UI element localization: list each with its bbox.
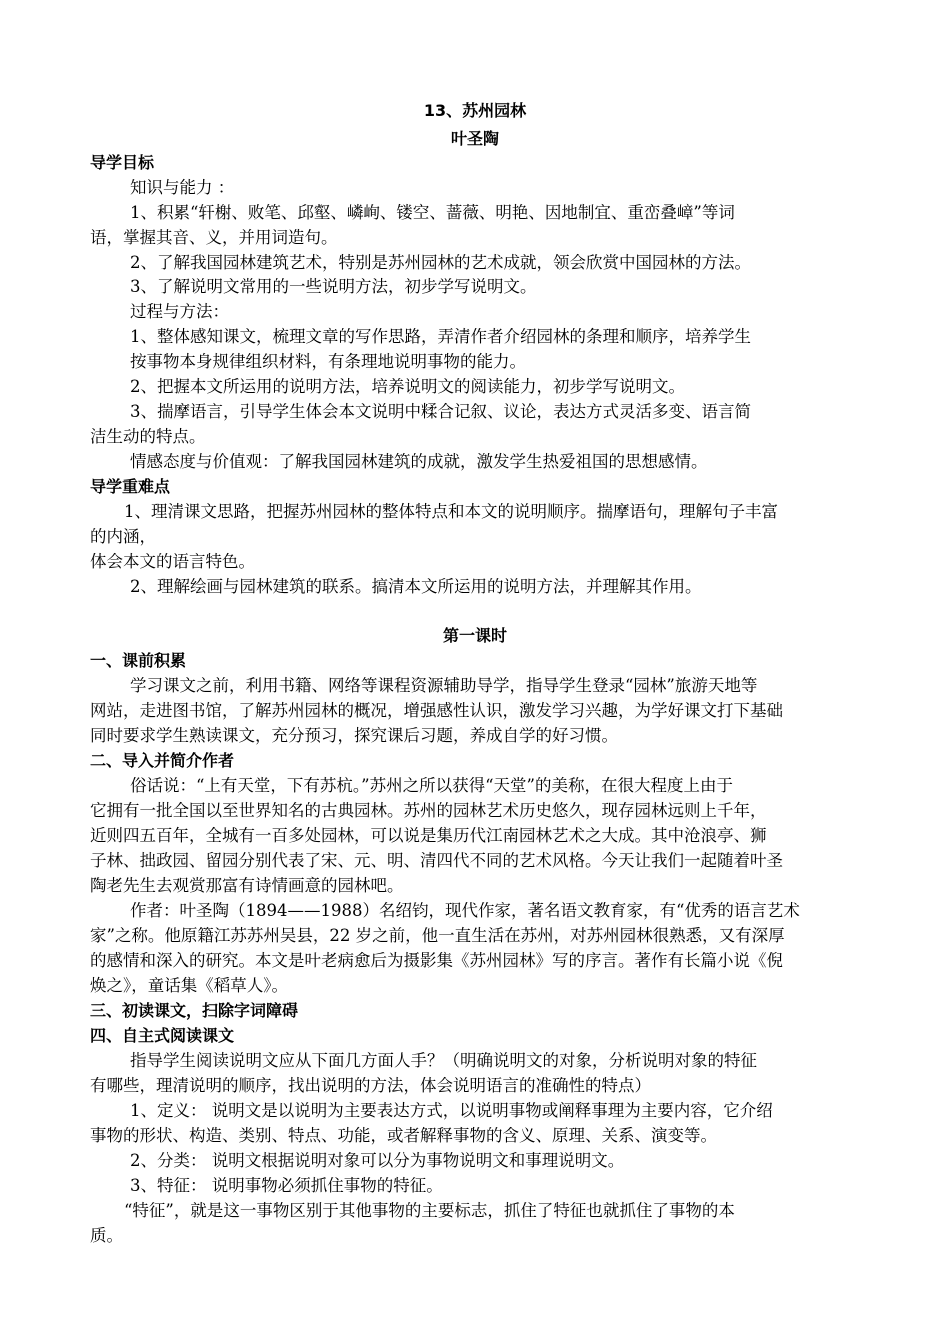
text-line: 子林、拙政园、留园分别代表了宋、元、明、清四代不同的艺术风格。今天让我们一起随着叶圣	[90, 851, 783, 870]
text-line: 的感情和深入的研究。本文是叶老病愈后为摄影集《苏州园林》写的序言。著作有长篇小说《倪	[90, 951, 783, 970]
text-line: 事物的形状、构造、类别、特点、功能，或者解释事物的含义、原理、关系、演变等。	[90, 1126, 717, 1145]
section-heading-2: 二、导入并简介作者	[90, 751, 235, 770]
text-line: 3、揣摩语言，引导学生体会本文说明中糅合记叙、议论，表达方式灵活多变、语言简	[130, 402, 751, 421]
text-line: 指导学生阅读说明文应从下面几方面人手？（明确说明文的对象，分析说明对象的特征	[130, 1051, 757, 1070]
text-line: 语，掌握其音、义，并用词造句。	[90, 228, 338, 247]
text-line: 网站，走进图书馆，了解苏州园林的概况，增强感性认识，激发学习兴趣，为学好课文打下基础	[90, 701, 783, 720]
text-line: 知识与能力 ：	[130, 178, 235, 197]
text-line: 作者：叶圣陶（1894——1988）名绍钧，现代作家，著名语文教育家，有“优秀的语言艺术	[130, 901, 800, 920]
text-line: 1、整体感知课文，梳理文章的写作思路，弄清作者介绍园林的条理和顺序，培养学生	[130, 327, 751, 346]
text-line: 体会本文的语言特色。	[90, 552, 255, 571]
text-line: 陶老先生去观赏那富有诗情画意的园林吧。	[90, 876, 404, 895]
text-line: 家”之称。他原籍江苏苏州吴县，22 岁之前，他一直生活在苏州，对苏州园林很熟悉，又有深厚	[90, 926, 785, 945]
section-heading-key-points: 导学重难点	[90, 477, 171, 496]
text-line: 近则四五百年，全城有一百多处园林，可以说是集历代江南园林艺术之大成。其中沧浪亭、狮	[90, 826, 767, 845]
text-line: 情感态度与价值观：了解我国园林建筑的成就，激发学生热爱祖国的思想感情。	[130, 452, 708, 471]
text-line: 俗话说：“上有天堂，下有苏杭。”苏州之所以获得“天堂”的美称，在很大程度上由于	[130, 776, 733, 795]
text-line: 同时要求学生熟读课文，充分预习，探究课后习题，养成自学的好习惯。	[90, 726, 618, 745]
text-line: 2、了解我国园林建筑艺术，特别是苏州园林的艺术成就，领会欣赏中国园林的方法。	[130, 253, 751, 272]
text-line: 1、理清课文思路，把握苏州园林的整体特点和本文的说明顺序。揣摩语句，理解句子丰富	[124, 502, 778, 521]
text-line: 过程与方法：	[130, 302, 229, 321]
text-line: 2、理解绘画与园林建筑的联系。搞清本文所运用的说明方法，并理解其作用。	[130, 577, 702, 596]
section-heading-4: 四、自主式阅读课文	[90, 1026, 235, 1045]
section-heading-1: 一、课前积累	[90, 651, 187, 670]
text-line: 按事物本身规律组织材料，有条理地说明事物的能力。	[130, 352, 526, 371]
text-line: “特征”，就是这一事物区别于其他事物的主要标志，抓住了特征也就抓住了事物的本	[124, 1201, 735, 1220]
text-line: 3、了解说明文常用的一些说明方法，初步学写说明文。	[130, 277, 537, 296]
text-line: 的内涵，	[90, 527, 156, 546]
lesson-heading: 第一课时	[442, 626, 507, 645]
text-line: 学习课文之前，利用书籍、网络等课程资源辅助导学，指导学生登录“园林”旅游天地等	[130, 676, 758, 695]
text-line: 洁生动的特点。	[90, 427, 206, 446]
text-line: 1、定义： 说明文是以说明为主要表达方式，以说明事物或阐释事理为主要内容，它介绍	[130, 1101, 773, 1120]
text-line: 1、积累“轩榭、败笔、邱壑、嶙峋、镂空、蔷薇、明艳、因地制宜、重峦叠嶂”等词	[130, 203, 735, 222]
text-line: 2、分类： 说明文根据说明对象可以分为事物说明文和事理说明文。	[130, 1151, 625, 1170]
text-line: 2、把握本文所运用的说明方法，培养说明文的阅读能力，初步学写说明文。	[130, 377, 685, 396]
text-line: 质。	[90, 1226, 123, 1245]
text-line: 焕之》，童话集《稻草人》。	[90, 976, 288, 995]
document-title: 13、苏州园林	[423, 101, 527, 120]
text-line: 3、特征： 说明事物必须抓住事物的特征。	[130, 1176, 443, 1195]
document-author: 叶圣陶	[450, 129, 499, 148]
text-line: 有哪些，理清说明的顺序，找出说明的方法，体会说明语言的准确性的特点）	[90, 1076, 651, 1095]
text-line: 它拥有一批全国以至世界知名的古典园林。苏州的园林艺术历史悠久，现存园林远则上千年，	[90, 801, 767, 820]
section-heading-3: 三、初读课文，扫除字词障碍	[90, 1001, 299, 1020]
section-heading-objectives: 导学目标	[90, 153, 155, 172]
